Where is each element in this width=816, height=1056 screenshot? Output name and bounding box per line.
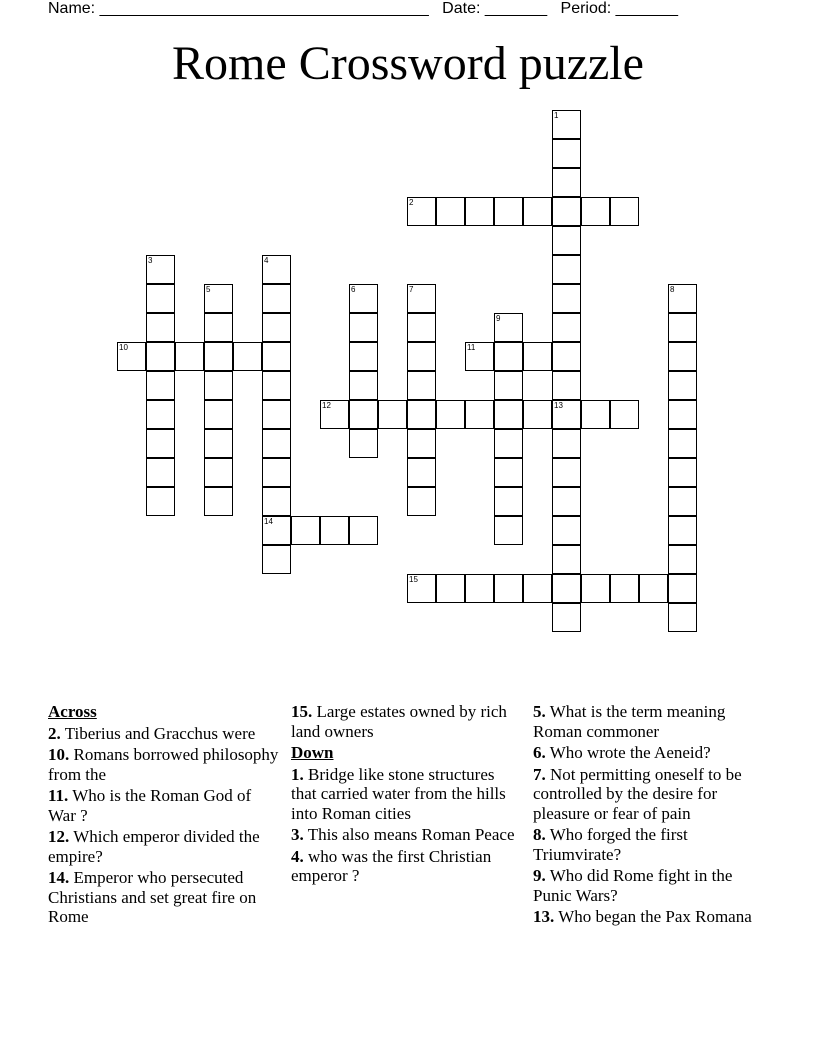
cell-number: 11: [467, 343, 476, 352]
crossword-cell[interactable]: [146, 371, 175, 400]
cell-number: 3: [148, 256, 153, 265]
clue-across-15: [291, 702, 519, 741]
crossword-cell[interactable]: [465, 342, 494, 371]
crossword-cell[interactable]: [262, 516, 291, 545]
crossword-cell[interactable]: [494, 197, 523, 226]
crossword-cell[interactable]: [668, 429, 697, 458]
down-heading: Down: [291, 743, 334, 762]
crossword-cell[interactable]: [407, 197, 436, 226]
crossword-cell[interactable]: [204, 284, 233, 313]
clue-text: Tiberius and Gracchus were: [64, 723, 256, 743]
cell-number: 6: [351, 285, 356, 294]
crossword-cell[interactable]: [494, 458, 523, 487]
clues-column-3: [533, 702, 773, 929]
crossword-cell[interactable]: [378, 400, 407, 429]
clue-number: 3.: [291, 825, 304, 844]
crossword-cell[interactable]: [668, 487, 697, 516]
crossword-cell[interactable]: [523, 197, 552, 226]
crossword-cell[interactable]: [581, 197, 610, 226]
crossword-cell[interactable]: [668, 400, 697, 429]
crossword-cell[interactable]: [668, 603, 697, 632]
crossword-cell[interactable]: [494, 574, 523, 603]
crossword-cell[interactable]: [407, 342, 436, 371]
clue-down-5: [533, 702, 773, 741]
clue-text: Not permitting oneself to be controlled by the desire for pleasure or fear of pain: [533, 764, 742, 823]
crossword-cell[interactable]: [552, 110, 581, 139]
clue-number: 10.: [48, 745, 70, 764]
crossword-cell[interactable]: [262, 284, 291, 313]
crossword-cell[interactable]: [668, 284, 697, 313]
crossword-cell[interactable]: [552, 458, 581, 487]
crossword-cell[interactable]: [668, 342, 697, 371]
cell-number: 8: [670, 285, 675, 294]
clue-text: who was the first Christian emperor ?: [291, 846, 492, 885]
clue-number: 8.: [533, 825, 546, 844]
crossword-cell[interactable]: [668, 371, 697, 400]
crossword-cell[interactable]: [552, 255, 581, 284]
clue-text: Bridge like stone structures that carried water from the hills into Roman cities: [291, 764, 506, 823]
clue-text: Who wrote the Aeneid?: [549, 743, 711, 762]
clue-number: 11.: [48, 786, 69, 805]
crossword-cell[interactable]: [552, 168, 581, 197]
clue-across-14: [48, 868, 280, 927]
clue-down-13: [533, 907, 773, 927]
clue-text: Which emperor divided the empire?: [48, 827, 260, 866]
crossword-cell[interactable]: [668, 516, 697, 545]
crossword-cell[interactable]: [407, 458, 436, 487]
crossword-cell[interactable]: [262, 255, 291, 284]
clues-column-2: [291, 702, 519, 888]
clue-text: Who is the Roman God of War ?: [48, 786, 252, 825]
crossword-cell[interactable]: [465, 400, 494, 429]
crossword-cell[interactable]: [146, 429, 175, 458]
crossword-cell[interactable]: [581, 574, 610, 603]
crossword-cell[interactable]: [552, 516, 581, 545]
crossword-cell[interactable]: [494, 429, 523, 458]
crossword-cell[interactable]: [204, 371, 233, 400]
crossword-cell[interactable]: [262, 545, 291, 574]
crossword-cell[interactable]: [465, 197, 494, 226]
crossword-cell[interactable]: [233, 342, 262, 371]
cell-number: 9: [496, 314, 501, 323]
crossword-cell[interactable]: [407, 429, 436, 458]
clue-number: 7.: [533, 764, 546, 784]
crossword-cell[interactable]: [349, 313, 378, 342]
across-heading: Across: [48, 702, 97, 721]
crossword-cell[interactable]: [407, 487, 436, 516]
clue-text: Who forged the first Triumvirate?: [533, 825, 688, 864]
clue-text: Emperor who persecuted Christians and set great fire on Rome: [48, 868, 257, 926]
clue-down-8: [533, 825, 773, 864]
crossword-cell[interactable]: [523, 400, 552, 429]
crossword-cell[interactable]: [494, 487, 523, 516]
cell-number: 2: [409, 198, 414, 207]
crossword-cell[interactable]: [552, 487, 581, 516]
crossword-cell[interactable]: [581, 400, 610, 429]
clue-down-3: [291, 825, 519, 845]
crossword-cell[interactable]: [552, 139, 581, 168]
crossword-cell[interactable]: [349, 516, 378, 545]
crossword-cell[interactable]: [407, 284, 436, 313]
clue-text: Who began the Pax Romana: [558, 907, 752, 926]
cell-number: 7: [409, 285, 414, 294]
crossword-cell[interactable]: [262, 400, 291, 429]
clue-text: Large estates owned by rich land owners: [291, 702, 507, 741]
clue-number: 12.: [48, 827, 70, 846]
crossword-cell[interactable]: [262, 371, 291, 400]
crossword-cell[interactable]: [320, 516, 349, 545]
clue-number: 14.: [48, 868, 70, 887]
crossword-cell[interactable]: [204, 487, 233, 516]
crossword-cell[interactable]: [262, 458, 291, 487]
crossword-cell[interactable]: [146, 400, 175, 429]
crossword-cell[interactable]: [291, 516, 320, 545]
clue-text: This also means Roman Peace: [307, 825, 515, 844]
crossword-cell[interactable]: [349, 342, 378, 371]
clue-across-2: [48, 724, 280, 744]
student-info-header: [48, 0, 678, 18]
clue-text: Who did Rome fight in the Punic Wars?: [533, 866, 733, 905]
clue-across-11: [48, 786, 280, 825]
crossword-cell[interactable]: [523, 342, 552, 371]
date-label: Date:: [442, 0, 481, 17]
crossword-cell[interactable]: [146, 313, 175, 342]
crossword-cell[interactable]: [668, 574, 697, 603]
crossword-cell[interactable]: [204, 313, 233, 342]
crossword-cell[interactable]: [552, 371, 581, 400]
crossword-cell[interactable]: [436, 400, 465, 429]
clue-number: 15.: [291, 702, 313, 721]
crossword-cell[interactable]: [494, 313, 523, 342]
crossword-cell[interactable]: [407, 574, 436, 603]
crossword-cell[interactable]: [552, 226, 581, 255]
crossword-cell[interactable]: [552, 545, 581, 574]
crossword-cell[interactable]: [204, 400, 233, 429]
clue-down-9: [533, 866, 773, 905]
clues-column-1: [48, 702, 280, 929]
crossword-cell[interactable]: [262, 429, 291, 458]
crossword-cell[interactable]: [204, 429, 233, 458]
clue-number: 5.: [533, 702, 546, 721]
cell-number: 5: [206, 285, 211, 294]
name-line[interactable]: _____________________________________: [99, 0, 429, 17]
crossword-cell[interactable]: [523, 574, 552, 603]
crossword-cell[interactable]: [668, 313, 697, 342]
cell-number: 4: [264, 256, 269, 265]
crossword-cell[interactable]: [146, 342, 175, 371]
crossword-cell[interactable]: [552, 603, 581, 632]
crossword-cell[interactable]: [146, 487, 175, 516]
period-label: Period:: [560, 0, 612, 17]
crossword-cell[interactable]: [146, 255, 175, 284]
clue-number: 2.: [48, 723, 61, 743]
crossword-cell[interactable]: [552, 313, 581, 342]
crossword-cell[interactable]: [349, 400, 378, 429]
cell-number: 10: [119, 343, 128, 352]
name-label: Name:: [48, 0, 96, 17]
crossword-cell[interactable]: [552, 400, 581, 429]
clue-number: 1.: [291, 764, 304, 784]
page-title: Rome Crossword puzzle: [172, 37, 644, 90]
crossword-cell[interactable]: [639, 574, 668, 603]
clue-down-4: [291, 847, 519, 886]
cell-number: 13: [554, 401, 563, 410]
clue-down-7: [533, 765, 773, 824]
crossword-cell[interactable]: [407, 400, 436, 429]
clue-down-1: [291, 765, 519, 824]
crossword-cell[interactable]: [262, 313, 291, 342]
crossword-cell[interactable]: [146, 458, 175, 487]
cell-number: 14: [264, 517, 273, 526]
clue-number: 9.: [533, 866, 546, 885]
crossword-cell[interactable]: [204, 458, 233, 487]
crossword-cell[interactable]: [436, 197, 465, 226]
crossword-cell[interactable]: [407, 313, 436, 342]
crossword-cell[interactable]: [262, 342, 291, 371]
crossword-cell[interactable]: [494, 371, 523, 400]
clue-text: Romans borrowed philosophy from the: [48, 745, 279, 784]
clue-number: 6.: [533, 743, 546, 762]
cell-number: 15: [409, 575, 418, 584]
crossword-cell[interactable]: [436, 574, 465, 603]
clue-number: 4.: [291, 846, 304, 866]
crossword-cell[interactable]: [175, 342, 204, 371]
crossword-cell[interactable]: [204, 342, 233, 371]
crossword-cell[interactable]: [552, 284, 581, 313]
crossword-cell[interactable]: [349, 429, 378, 458]
crossword-cell[interactable]: [320, 400, 349, 429]
clue-number: 13.: [533, 907, 555, 926]
crossword-cell[interactable]: [610, 400, 639, 429]
crossword-cell[interactable]: [349, 371, 378, 400]
cell-number: 12: [322, 401, 331, 410]
crossword-cell[interactable]: [407, 371, 436, 400]
clue-down-6: [533, 743, 773, 763]
crossword-cell[interactable]: [552, 197, 581, 226]
crossword-cell[interactable]: [146, 284, 175, 313]
clue-across-10: [48, 745, 280, 784]
crossword-cell[interactable]: [610, 574, 639, 603]
crossword-cell[interactable]: [349, 284, 378, 313]
clue-text: What is the term meaning Roman commoner: [533, 702, 726, 741]
crossword-cell[interactable]: [552, 429, 581, 458]
crossword-cell[interactable]: [552, 574, 581, 603]
crossword-cell[interactable]: [552, 342, 581, 371]
crossword-cell[interactable]: [494, 400, 523, 429]
crossword-cell[interactable]: [465, 574, 494, 603]
clue-across-12: [48, 827, 280, 866]
cell-number: 1: [554, 111, 559, 120]
date-line[interactable]: _______: [484, 0, 548, 17]
crossword-cell[interactable]: [494, 342, 523, 371]
crossword-cell[interactable]: [117, 342, 146, 371]
crossword-cell[interactable]: [494, 516, 523, 545]
crossword-cell[interactable]: [668, 458, 697, 487]
crossword-cell[interactable]: [610, 197, 639, 226]
crossword-cell[interactable]: [668, 545, 697, 574]
crossword-cell[interactable]: [262, 487, 291, 516]
period-line[interactable]: _______: [615, 0, 678, 17]
